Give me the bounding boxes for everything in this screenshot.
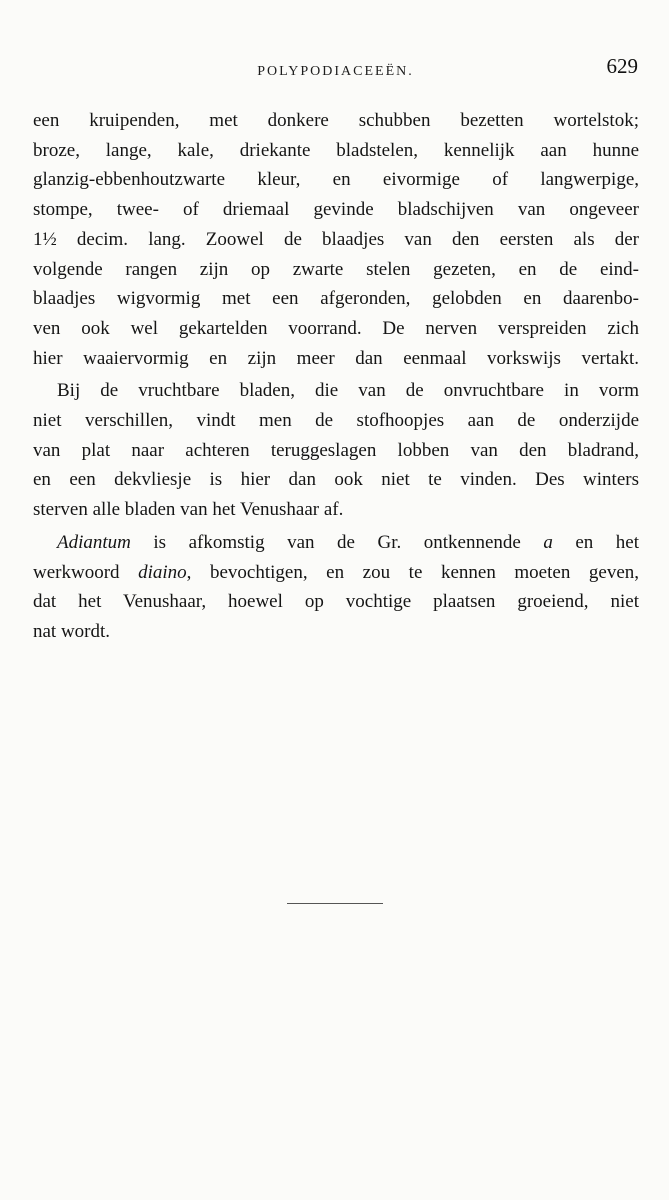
text-line <box>33 195 639 225</box>
text-line <box>33 436 639 466</box>
paragraph <box>33 528 639 647</box>
italic-text-segment: diaino <box>138 561 187 583</box>
text-segment: , bevochtigen, en zou te kennen moeten geven, <box>186 561 640 583</box>
text-line <box>33 255 639 285</box>
text-line <box>33 617 639 647</box>
text-segment: blaadjes wigvormig met een afgeronden, gelobden en daarenbo- <box>33 288 639 310</box>
text-segment: niet verschillen, vindt men de stofhoopjes aan de onderzijde <box>33 410 639 432</box>
text-segment: van plat naar achteren teruggeslagen lobben van den bladrand, <box>33 439 639 461</box>
text-line <box>33 106 639 136</box>
italic-text-segment: Adiantum <box>57 531 131 553</box>
text-segment: sterven alle bladen van het Venushaar af. <box>33 499 344 521</box>
text-segment: Bij de vruchtbare bladen, die van de onvruchtbare in vorm <box>57 380 639 402</box>
text-line <box>33 136 639 166</box>
text-line <box>33 284 639 314</box>
text-segment: ven ook wel gekartelden voorrand. De nerven verspreiden zich <box>33 317 639 339</box>
text-line <box>33 225 639 255</box>
section-divider-rule <box>287 903 383 904</box>
text-line <box>33 165 639 195</box>
text-line <box>33 406 639 436</box>
text-segment: 1½ decim. lang. Zoowel de blaadjes van den eersten als der <box>33 228 639 250</box>
text-segment: glanzig-ebbenhoutzwarte kleur, en eivormige of langwerpige, <box>33 169 639 191</box>
paragraph <box>33 106 639 373</box>
text-line <box>33 558 639 588</box>
text-segment: en het <box>552 531 639 553</box>
text-line <box>33 314 639 344</box>
text-line <box>33 344 639 374</box>
text-segment: hier waaiervormig en zijn meer dan eenmaal vorkswijs vertakt. <box>33 347 639 369</box>
text-segment: nat wordt. <box>33 620 111 642</box>
running-head-title: POLYPODIACEEËN. <box>257 64 414 79</box>
page-header <box>33 54 638 88</box>
text-line <box>33 587 639 617</box>
text-body <box>33 106 639 650</box>
text-segment: en een dekvliesje is hier dan ook niet te vinden. Des winters <box>33 469 639 491</box>
text-line <box>33 376 639 406</box>
text-segment: stompe, twee- of driemaal gevinde bladschijven van ongeveer <box>33 199 639 221</box>
text-line <box>33 528 639 558</box>
text-segment: werkwoord <box>33 561 139 583</box>
text-segment: een kruipenden, met donkere schubben bezetten wortelstok; <box>33 110 639 131</box>
text-segment: broze, lange, kale, driekante bladstelen, kennelijk aan hunne <box>33 139 639 161</box>
text-line <box>33 465 639 495</box>
text-segment: is afkomstig van de Gr. ontkennende <box>130 531 544 553</box>
page-number: 629 <box>606 54 638 78</box>
text-line <box>33 495 639 525</box>
text-segment: dat het Venushaar, hoewel op vochtige plaatsen groeiend, niet <box>33 591 639 613</box>
text-segment: volgende rangen zijn op zwarte stelen gezeten, en de eind- <box>33 258 639 280</box>
paragraph <box>33 376 639 525</box>
italic-text-segment: a <box>543 531 553 553</box>
